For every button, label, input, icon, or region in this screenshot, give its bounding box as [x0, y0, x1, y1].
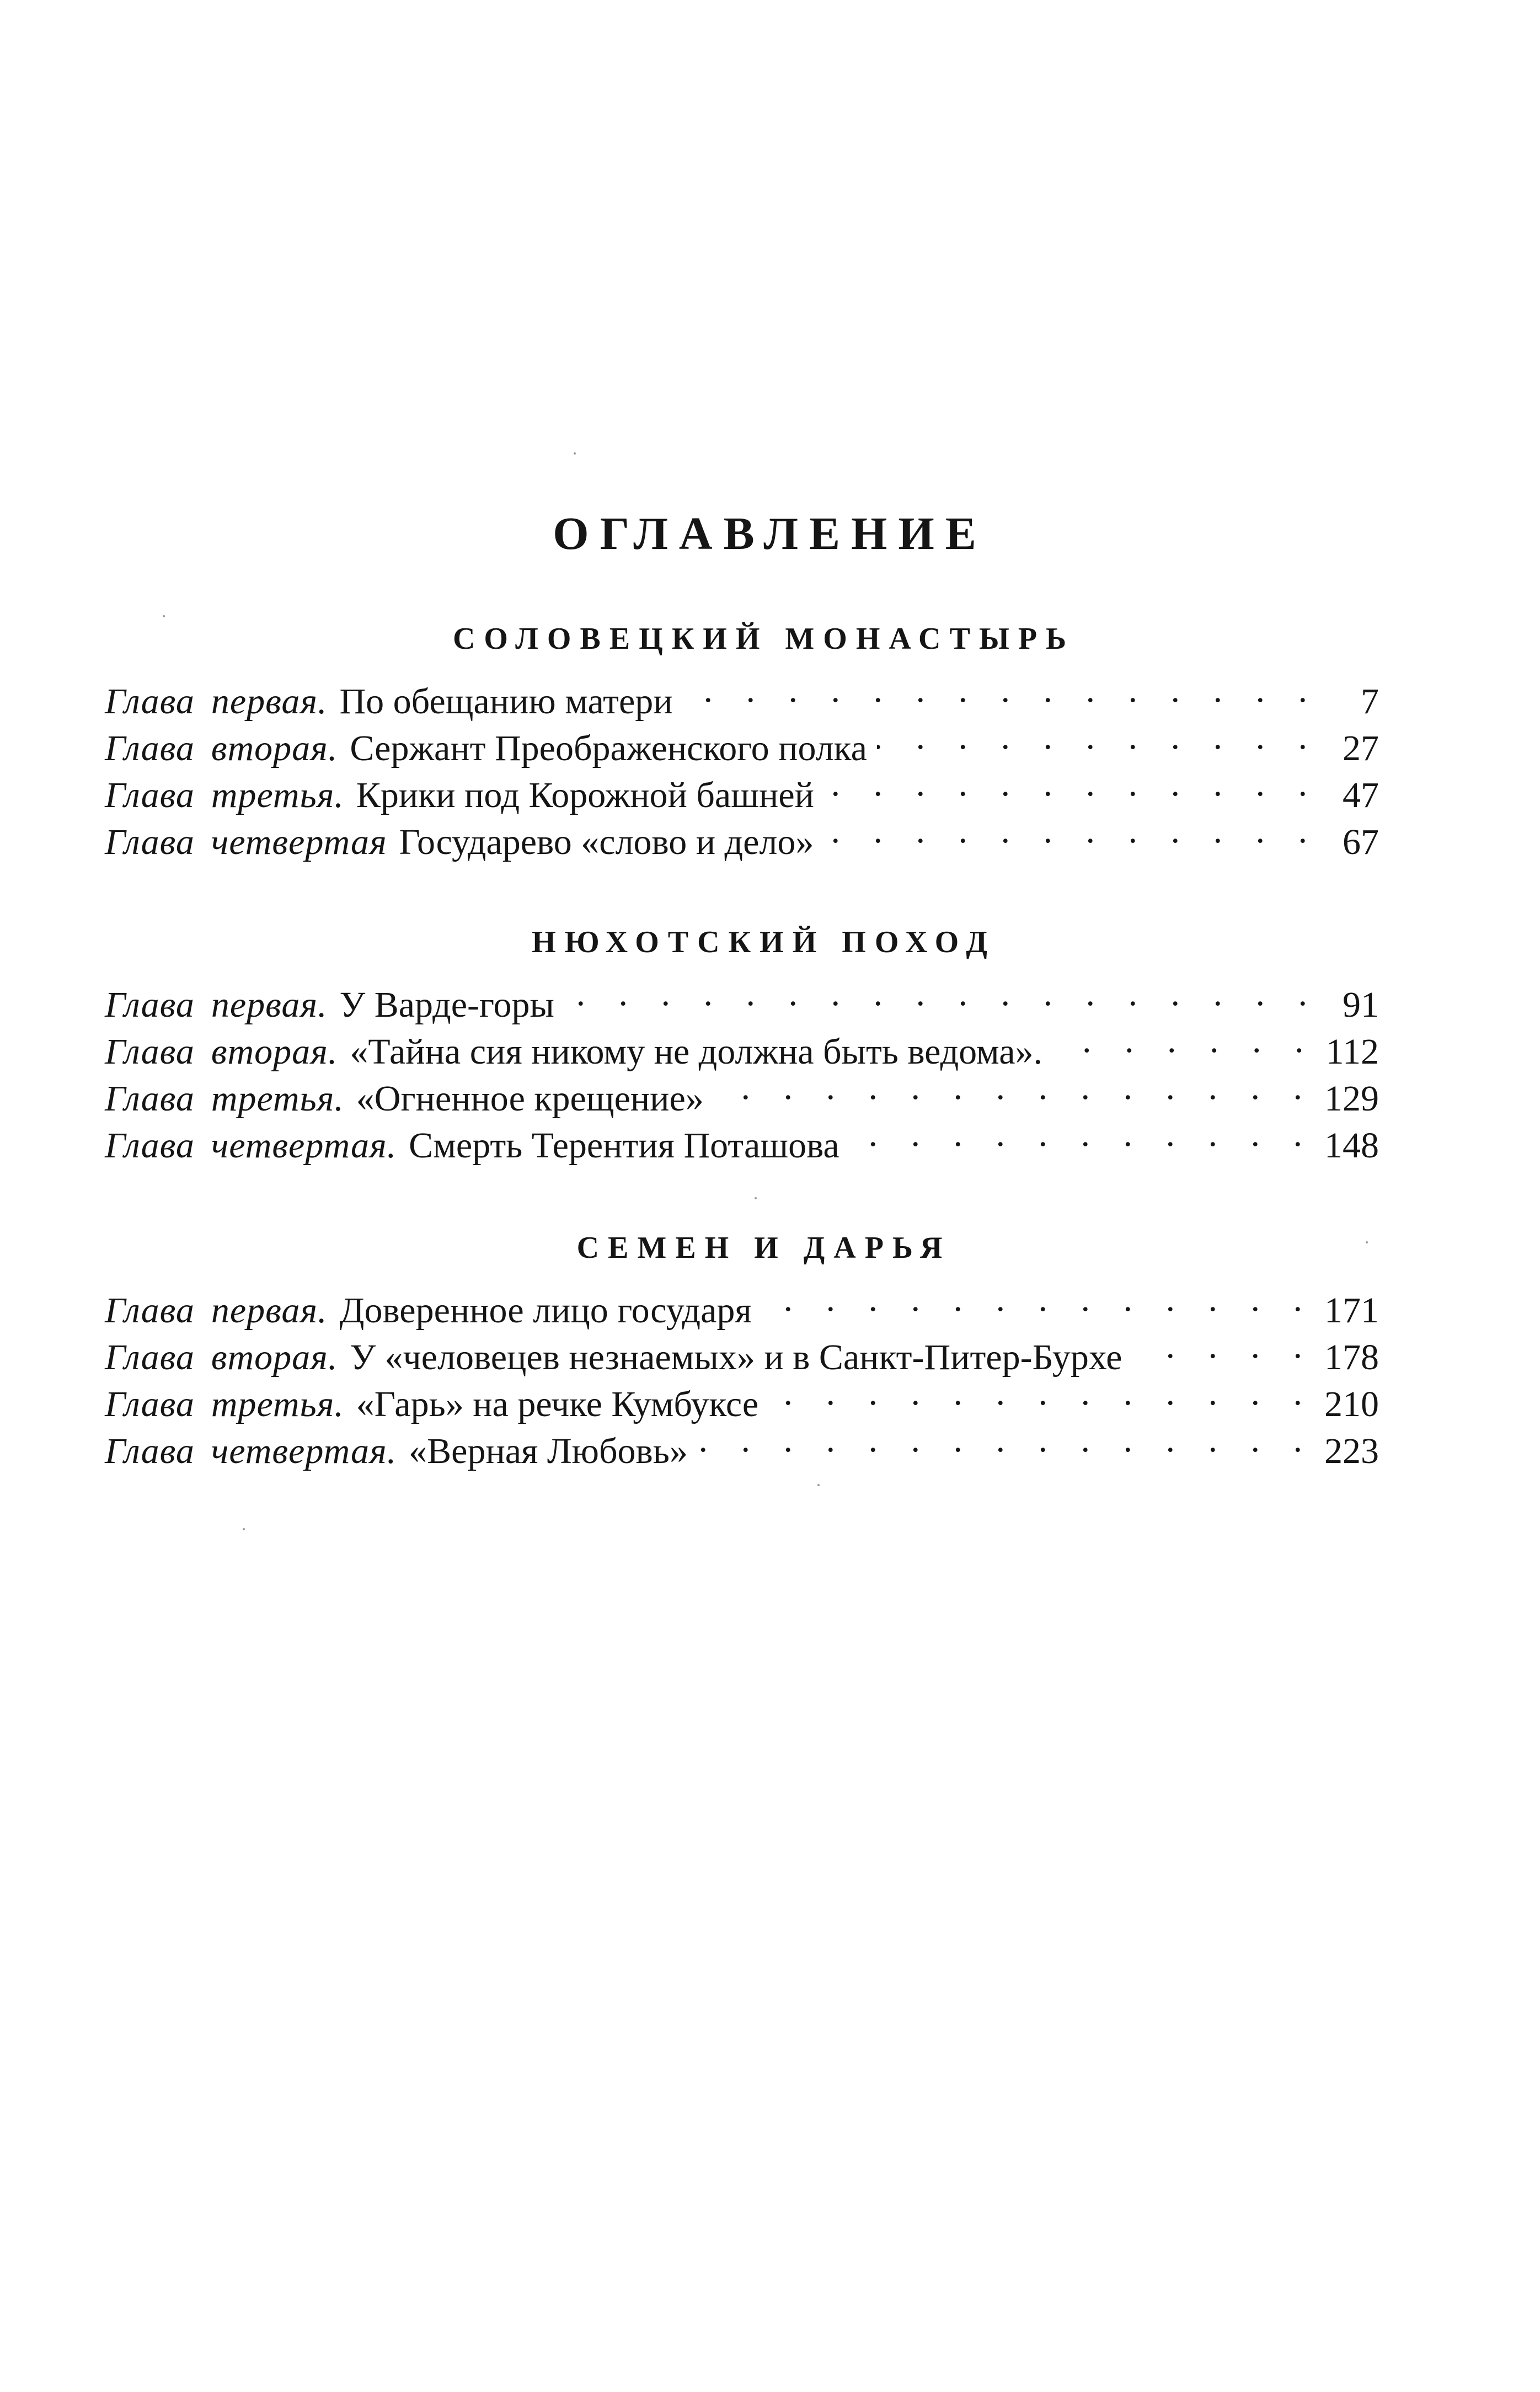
chapter-word: Глава — [105, 985, 195, 1025]
chapter-title: «Верная Любовь» — [409, 1431, 688, 1471]
chapter-number — [105, 1334, 338, 1381]
chapter-number — [105, 678, 328, 725]
section-title: СОЛОВЕЦКИЙ МОНАСТЫРЬ — [452, 622, 1076, 656]
chapter-ordinal: третья. — [211, 775, 344, 815]
dot-leader — [849, 1110, 1314, 1157]
page-number: 7 — [1361, 681, 1379, 722]
chapter-title: «Гарь» на речке Кумбуксе — [356, 1384, 759, 1424]
chapter-ordinal: четвертая. — [211, 1125, 397, 1166]
page-number: 91 — [1343, 985, 1379, 1025]
chapter-ordinal: первая. — [211, 985, 328, 1025]
chapter-ordinal: вторая. — [211, 1337, 338, 1377]
chapter-title: Государево «слово и дело» — [399, 822, 814, 862]
toc-entry[interactable] — [105, 970, 1379, 1025]
chapter-word: Глава — [105, 775, 195, 815]
dot-leader — [768, 1369, 1314, 1416]
chapter-word: Глава — [105, 1078, 195, 1119]
chapter-title: У «человецев незнаемых» и в Санкт-Питер-Бурхе — [350, 1337, 1122, 1377]
dot-leader — [762, 1275, 1314, 1322]
chapter-number — [105, 1428, 397, 1475]
chapter-number — [105, 819, 387, 866]
chapter-ordinal: первая. — [211, 1290, 328, 1331]
chapter-ordinal: вторая. — [211, 728, 338, 768]
chapter-title: «Тайна сия никому не должна быть ведома». — [350, 1032, 1043, 1072]
page-title: ОГЛАВЛЕНИЕ — [553, 508, 987, 559]
chapter-number — [105, 1028, 338, 1075]
chapter-word: Глава — [105, 728, 195, 768]
chapter-title: Доверенное лицо государя — [339, 1290, 752, 1331]
page-number: 223 — [1324, 1431, 1379, 1471]
chapter-title: «Огненное крещение» — [356, 1078, 704, 1119]
section-title: НЮХОТСКИЙ ПОХОД — [532, 925, 996, 959]
page-number: 210 — [1324, 1384, 1379, 1424]
scan-speck — [163, 615, 165, 617]
toc-section-nyukhotsky — [105, 920, 1379, 1166]
chapter-ordinal: третья. — [211, 1078, 344, 1119]
dot-leader — [824, 760, 1319, 807]
dot-leader — [824, 807, 1319, 854]
chapter-number — [105, 1381, 344, 1428]
scan-speck — [574, 452, 576, 455]
chapter-ordinal: третья. — [211, 1384, 344, 1424]
chapter-number — [105, 1287, 328, 1334]
chapter-word: Глава — [105, 1290, 195, 1331]
scan-speck — [755, 1197, 757, 1199]
chapter-word: Глава — [105, 1032, 195, 1072]
page-number: 112 — [1325, 1032, 1379, 1072]
chapter-ordinal: вторая. — [211, 1032, 338, 1072]
toc-section-semen-darya — [105, 1226, 1379, 1471]
dot-leader — [564, 970, 1319, 1017]
dot-leader — [1132, 1322, 1314, 1369]
chapter-title: Сержант Преображенского полка — [350, 728, 867, 768]
chapter-word: Глава — [105, 681, 195, 722]
chapter-ordinal: четвертая. — [211, 1431, 397, 1471]
page-number: 178 — [1324, 1337, 1379, 1377]
chapter-number — [105, 772, 344, 819]
dot-leader — [714, 1064, 1314, 1110]
chapter-title: У Варде-горы — [339, 985, 554, 1025]
chapter-number — [105, 725, 338, 772]
scan-speck — [1366, 1241, 1368, 1243]
chapter-word: Глава — [105, 1125, 195, 1166]
chapter-word: Глава — [105, 1431, 195, 1471]
scan-speck — [243, 1528, 245, 1530]
page-number: 47 — [1343, 775, 1379, 815]
chapter-ordinal: первая. — [211, 681, 328, 722]
page-number: 171 — [1324, 1290, 1379, 1331]
chapter-word: Глава — [105, 822, 195, 862]
page-number: 129 — [1324, 1078, 1379, 1119]
chapter-word: Глава — [105, 1337, 195, 1377]
chapter-ordinal: четвертая — [211, 822, 387, 862]
page-number: 67 — [1343, 822, 1379, 862]
toc-section-solovetsky — [105, 617, 1379, 862]
page-number: 148 — [1324, 1125, 1379, 1166]
chapter-title: Крики под Корожной башней — [356, 775, 814, 815]
chapter-title: Смерть Терентия Поташова — [409, 1125, 839, 1166]
toc-entry[interactable] — [105, 666, 1379, 722]
dot-leader — [1052, 1017, 1316, 1064]
dot-leader — [698, 1416, 1314, 1463]
chapter-number — [105, 1122, 397, 1169]
dot-leader — [683, 666, 1319, 713]
chapter-title: По обещанию матери — [339, 681, 673, 722]
chapter-word: Глава — [105, 1384, 195, 1424]
toc-entry[interactable] — [105, 1275, 1379, 1331]
chapter-number — [105, 981, 328, 1028]
page-number: 27 — [1343, 728, 1379, 768]
chapter-number — [105, 1075, 344, 1122]
dot-leader — [877, 713, 1319, 760]
section-title: СЕМЕН И ДАРЬЯ — [576, 1231, 951, 1265]
scan-speck — [817, 1484, 820, 1486]
